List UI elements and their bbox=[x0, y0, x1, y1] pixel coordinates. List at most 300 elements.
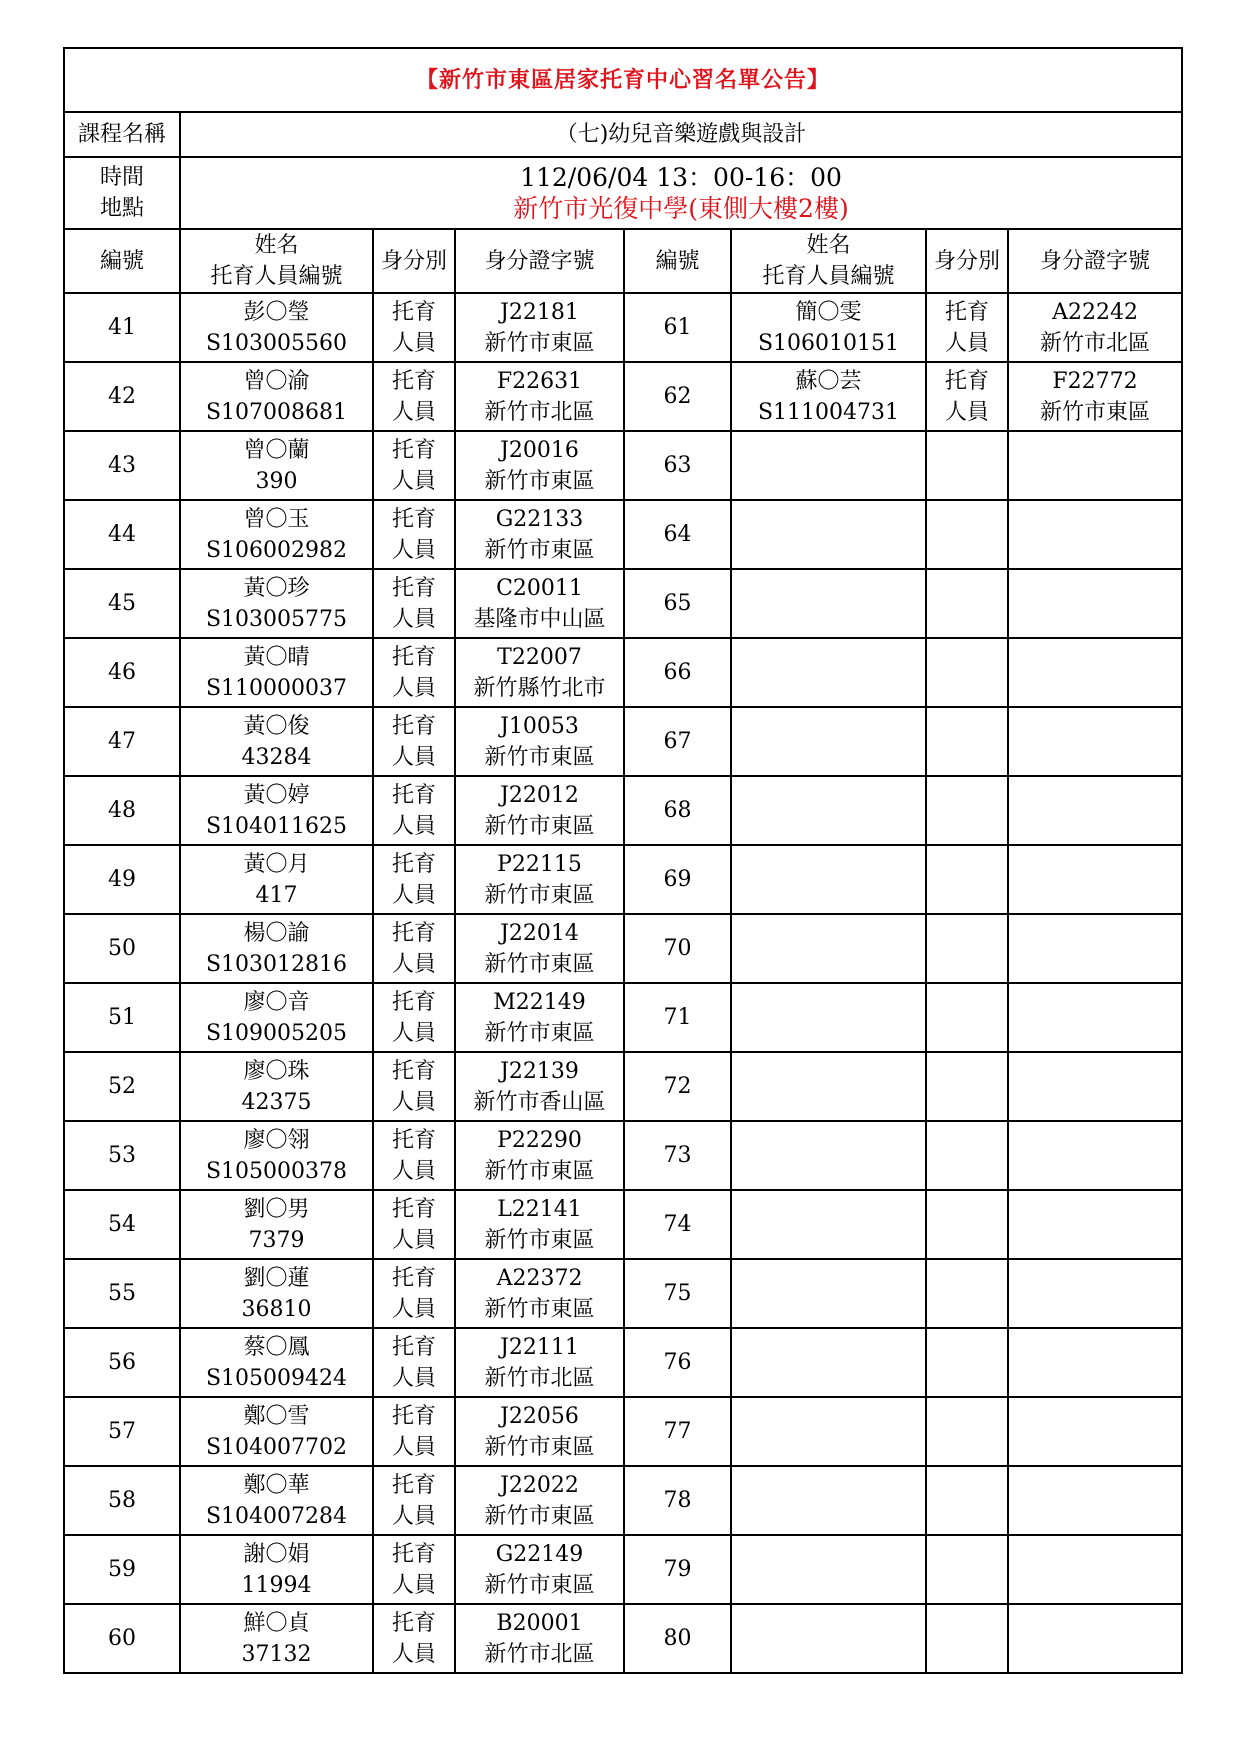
entry-name-code-left-line2: 36810 bbox=[241, 1296, 312, 1322]
entry-no-left: 52 bbox=[64, 1052, 180, 1121]
empty-name-cell-right bbox=[731, 1397, 926, 1466]
empty-id-cell-right bbox=[1008, 1604, 1182, 1673]
entry-identity-left-line2: 人員 bbox=[391, 537, 436, 563]
entry-identity-left-line1: 托育 bbox=[391, 506, 436, 532]
entry-no-left: 43 bbox=[64, 431, 180, 500]
entry-name-code-left bbox=[180, 1466, 373, 1535]
entry-name-code-left-line2: 390 bbox=[255, 468, 298, 494]
empty-id-cell-right bbox=[1008, 1397, 1182, 1466]
entry-no-left: 51 bbox=[64, 983, 180, 1052]
entry-name-code-left-line2: S105009424 bbox=[205, 1365, 348, 1391]
empty-identity-cell-right bbox=[926, 707, 1008, 776]
entry-name-code-left-line2: S110000037 bbox=[205, 675, 348, 701]
header-id-no-right: 身分證字號 bbox=[1008, 229, 1182, 293]
entry-name-code-right-line2: S111004731 bbox=[757, 399, 900, 425]
entry-identity-left bbox=[373, 1190, 455, 1259]
entry-no-right: 67 bbox=[624, 707, 731, 776]
empty-identity-cell-right bbox=[926, 1466, 1008, 1535]
entry-no-right: 65 bbox=[624, 569, 731, 638]
entry-no-right: 73 bbox=[624, 1121, 731, 1190]
entry-name-code-left-line1: 劉〇蓮 bbox=[243, 1265, 310, 1291]
entry-name-code-left-line1: 黃〇婷 bbox=[243, 782, 310, 808]
entry-id-district-left-line2: 新竹市東區 bbox=[484, 468, 595, 494]
entry-id-district-left-line2: 新竹市東區 bbox=[484, 330, 595, 356]
entry-no-left: 59 bbox=[64, 1535, 180, 1604]
entry-no-left: 53 bbox=[64, 1121, 180, 1190]
empty-id-cell-right bbox=[1008, 500, 1182, 569]
entry-id-district-left-line2: 新竹市香山區 bbox=[473, 1089, 606, 1115]
entry-identity-left-line2: 人員 bbox=[391, 1365, 436, 1391]
entry-name-code-left-line2: S104007702 bbox=[205, 1434, 348, 1460]
empty-id-cell-right bbox=[1008, 914, 1182, 983]
table-row bbox=[64, 569, 1182, 638]
entry-name-code-left-line2: S104011625 bbox=[205, 813, 348, 839]
entry-id-district-left bbox=[455, 1466, 624, 1535]
empty-identity-cell-right bbox=[926, 1397, 1008, 1466]
entry-id-district-right bbox=[1008, 362, 1182, 431]
entry-name-code-left-line2: 417 bbox=[255, 882, 298, 908]
empty-id-cell-right bbox=[1008, 983, 1182, 1052]
entry-identity-left-line1: 托育 bbox=[391, 851, 436, 877]
entry-id-district-left-line2: 新竹市東區 bbox=[484, 951, 595, 977]
entry-id-district-left-line2: 新竹市東區 bbox=[484, 1227, 595, 1253]
entry-identity-left-line2: 人員 bbox=[391, 1227, 436, 1253]
entry-name-code-left-line1: 曾〇玉 bbox=[243, 506, 310, 532]
entry-identity-left-line1: 托育 bbox=[391, 713, 436, 739]
entry-name-code-left-line2: 37132 bbox=[241, 1641, 312, 1667]
entry-no-right: 77 bbox=[624, 1397, 731, 1466]
entry-name-code-left-line1: 鄭〇雪 bbox=[243, 1403, 310, 1429]
entry-id-district-left-line1: J10053 bbox=[500, 713, 579, 739]
entry-identity-left bbox=[373, 1121, 455, 1190]
entry-no-left: 55 bbox=[64, 1259, 180, 1328]
entry-id-district-left-line1: T22007 bbox=[497, 644, 582, 670]
entry-identity-left-line1: 托育 bbox=[391, 1196, 436, 1222]
entry-name-code-left-line2: S107008681 bbox=[205, 399, 348, 425]
entry-id-district-left bbox=[455, 1328, 624, 1397]
entry-no-left: 49 bbox=[64, 845, 180, 914]
entry-name-code-left bbox=[180, 1121, 373, 1190]
entry-name-code-left bbox=[180, 1328, 373, 1397]
entry-id-district-left-line1: G22149 bbox=[495, 1541, 584, 1567]
entry-id-district-left bbox=[455, 983, 624, 1052]
entry-no-right: 64 bbox=[624, 500, 731, 569]
empty-name-cell-right bbox=[731, 1328, 926, 1397]
entry-name-code-left-line2: 43284 bbox=[241, 744, 312, 770]
empty-identity-cell-right bbox=[926, 1328, 1008, 1397]
entry-identity-left-line1: 托育 bbox=[391, 368, 436, 394]
entry-no-left: 50 bbox=[64, 914, 180, 983]
entry-id-district-left-line2: 新竹市北區 bbox=[484, 399, 595, 425]
entry-name-code-left-line1: 楊〇諭 bbox=[243, 920, 310, 946]
entry-no-right: 75 bbox=[624, 1259, 731, 1328]
entry-identity-left-line2: 人員 bbox=[391, 468, 436, 494]
entry-name-code-left-line1: 彭〇瑩 bbox=[243, 299, 310, 325]
entry-id-district-left-line2: 新竹市東區 bbox=[484, 744, 595, 770]
entry-name-code-left-line1: 廖〇音 bbox=[243, 989, 310, 1015]
entry-identity-left-line2: 人員 bbox=[391, 1572, 436, 1598]
session-time: 112/06/04 13：00-16：00 bbox=[520, 163, 842, 192]
entry-id-district-left bbox=[455, 707, 624, 776]
entry-no-left: 56 bbox=[64, 1328, 180, 1397]
table-row bbox=[64, 500, 1182, 569]
entry-no-right: 79 bbox=[624, 1535, 731, 1604]
empty-identity-cell-right bbox=[926, 431, 1008, 500]
entry-name-code-left bbox=[180, 569, 373, 638]
entry-no-right: 71 bbox=[624, 983, 731, 1052]
entry-name-code-left-line1: 劉〇男 bbox=[243, 1196, 310, 1222]
entry-id-district-left bbox=[455, 362, 624, 431]
entry-name-code-left-line2: S104007284 bbox=[205, 1503, 348, 1529]
entry-identity-right-line2: 人員 bbox=[944, 330, 989, 356]
entry-name-code-left bbox=[180, 1052, 373, 1121]
entry-identity-left-line1: 托育 bbox=[391, 1334, 436, 1360]
entry-name-code-left bbox=[180, 983, 373, 1052]
entry-name-code-left-line1: 黃〇月 bbox=[243, 851, 310, 877]
table-row bbox=[64, 1604, 1182, 1673]
table-row bbox=[64, 362, 1182, 431]
table-row bbox=[64, 914, 1182, 983]
entry-id-district-left-line1: J22056 bbox=[500, 1403, 579, 1429]
entry-identity-left-line2: 人員 bbox=[391, 1158, 436, 1184]
entry-identity-left-line1: 托育 bbox=[391, 920, 436, 946]
entry-identity-left-line1: 托育 bbox=[391, 1265, 436, 1291]
table-row bbox=[64, 707, 1182, 776]
header-name-line2-right: 托育人員編號 bbox=[762, 264, 895, 289]
entry-no-right: 68 bbox=[624, 776, 731, 845]
entry-id-district-left bbox=[455, 776, 624, 845]
entry-id-district-left bbox=[455, 638, 624, 707]
table-row bbox=[64, 293, 1182, 362]
entry-identity-right-line2: 人員 bbox=[944, 399, 989, 425]
time-place-labels bbox=[64, 157, 180, 229]
empty-identity-cell-right bbox=[926, 914, 1008, 983]
empty-id-cell-right bbox=[1008, 845, 1182, 914]
table-row bbox=[64, 983, 1182, 1052]
entry-name-code-left-line1: 蔡〇鳳 bbox=[243, 1334, 310, 1360]
entry-identity-left-line2: 人員 bbox=[391, 951, 436, 977]
entry-no-right: 61 bbox=[624, 293, 731, 362]
entry-no-right: 80 bbox=[624, 1604, 731, 1673]
header-identity-right: 身分別 bbox=[926, 229, 1008, 293]
entry-no-right: 70 bbox=[624, 914, 731, 983]
entry-name-code-left-line2: S109005205 bbox=[205, 1020, 348, 1046]
header-identity: 身分別 bbox=[373, 229, 455, 293]
entry-identity-left bbox=[373, 293, 455, 362]
entry-name-code-left bbox=[180, 293, 373, 362]
course-name: （七)幼兒音樂遊戲與設計 bbox=[180, 112, 1182, 157]
roster-table bbox=[63, 47, 1183, 1674]
place-label: 地點 bbox=[99, 196, 144, 221]
entry-id-district-left-line1: A22372 bbox=[496, 1265, 583, 1291]
entry-identity-left bbox=[373, 1397, 455, 1466]
entry-id-district-left-line1: M22149 bbox=[493, 989, 586, 1015]
entry-identity-left bbox=[373, 1328, 455, 1397]
empty-id-cell-right bbox=[1008, 1535, 1182, 1604]
empty-name-cell-right bbox=[731, 1121, 926, 1190]
entry-name-code-left bbox=[180, 845, 373, 914]
entry-no-right: 76 bbox=[624, 1328, 731, 1397]
entry-name-code-left-line1: 黃〇珍 bbox=[243, 575, 310, 601]
header-no-right: 編號 bbox=[624, 229, 731, 293]
table-row bbox=[64, 1259, 1182, 1328]
entry-identity-left bbox=[373, 1604, 455, 1673]
entry-name-code-left-line2: 7379 bbox=[248, 1227, 305, 1253]
header-id-no: 身分證字號 bbox=[455, 229, 624, 293]
entry-identity-right-line1: 托育 bbox=[944, 299, 989, 325]
entry-no-left: 57 bbox=[64, 1397, 180, 1466]
table-row bbox=[64, 431, 1182, 500]
entry-name-code-left bbox=[180, 1535, 373, 1604]
empty-identity-cell-right bbox=[926, 638, 1008, 707]
entry-identity-left-line2: 人員 bbox=[391, 675, 436, 701]
entry-no-left: 54 bbox=[64, 1190, 180, 1259]
entry-identity-left bbox=[373, 569, 455, 638]
empty-identity-cell-right bbox=[926, 1190, 1008, 1259]
entry-id-district-left-line1: J22111 bbox=[500, 1334, 579, 1360]
entry-no-left: 47 bbox=[64, 707, 180, 776]
entry-name-code-left bbox=[180, 1190, 373, 1259]
entry-no-right: 72 bbox=[624, 1052, 731, 1121]
empty-identity-cell-right bbox=[926, 500, 1008, 569]
entry-id-district-left bbox=[455, 1052, 624, 1121]
table-row bbox=[64, 638, 1182, 707]
entry-name-code-right-line1: 簡〇雯 bbox=[795, 299, 862, 325]
entry-identity-right-line1: 托育 bbox=[944, 368, 989, 394]
entry-name-code-left-line1: 廖〇珠 bbox=[243, 1058, 310, 1084]
entry-no-right: 66 bbox=[624, 638, 731, 707]
empty-id-cell-right bbox=[1008, 1259, 1182, 1328]
entry-identity-left-line1: 托育 bbox=[391, 644, 436, 670]
entry-identity-left bbox=[373, 1535, 455, 1604]
entry-id-district-left bbox=[455, 1259, 624, 1328]
entry-identity-left bbox=[373, 707, 455, 776]
time-place-values bbox=[180, 157, 1182, 229]
empty-identity-cell-right bbox=[926, 776, 1008, 845]
entry-no-left: 48 bbox=[64, 776, 180, 845]
entry-id-district-left bbox=[455, 1604, 624, 1673]
entry-no-right: 78 bbox=[624, 1466, 731, 1535]
entry-identity-left-line2: 人員 bbox=[391, 1641, 436, 1667]
empty-id-cell-right bbox=[1008, 776, 1182, 845]
entry-name-code-left-line2: S105000378 bbox=[205, 1158, 348, 1184]
entry-name-code-right bbox=[731, 293, 926, 362]
empty-name-cell-right bbox=[731, 638, 926, 707]
empty-name-cell-right bbox=[731, 776, 926, 845]
header-no: 編號 bbox=[64, 229, 180, 293]
entry-no-right: 69 bbox=[624, 845, 731, 914]
entry-identity-left bbox=[373, 1259, 455, 1328]
table-row bbox=[64, 1328, 1182, 1397]
entry-identity-left bbox=[373, 914, 455, 983]
entry-name-code-left bbox=[180, 914, 373, 983]
empty-name-cell-right bbox=[731, 1535, 926, 1604]
entry-identity-left bbox=[373, 1466, 455, 1535]
entry-id-district-left-line2: 新竹市東區 bbox=[484, 882, 595, 908]
empty-identity-cell-right bbox=[926, 1604, 1008, 1673]
entry-id-district-left bbox=[455, 569, 624, 638]
empty-name-cell-right bbox=[731, 983, 926, 1052]
empty-name-cell-right bbox=[731, 914, 926, 983]
entry-id-district-left-line1: G22133 bbox=[495, 506, 584, 532]
entry-no-left: 46 bbox=[64, 638, 180, 707]
entry-id-district-left-line1: J22012 bbox=[500, 782, 579, 808]
table-row bbox=[64, 1397, 1182, 1466]
entry-id-district-left bbox=[455, 1121, 624, 1190]
header-name-right bbox=[731, 229, 926, 293]
table-row bbox=[64, 776, 1182, 845]
entry-identity-left bbox=[373, 845, 455, 914]
header-name bbox=[180, 229, 373, 293]
table-row bbox=[64, 1052, 1182, 1121]
entry-identity-left-line2: 人員 bbox=[391, 813, 436, 839]
entry-name-code-left bbox=[180, 1397, 373, 1466]
entry-identity-left-line2: 人員 bbox=[391, 606, 436, 632]
entry-name-code-left-line1: 謝〇娟 bbox=[243, 1541, 310, 1567]
empty-id-cell-right bbox=[1008, 1121, 1182, 1190]
entry-identity-left-line2: 人員 bbox=[391, 744, 436, 770]
empty-id-cell-right bbox=[1008, 431, 1182, 500]
entry-identity-left bbox=[373, 1052, 455, 1121]
entry-name-code-right-line2: S106010151 bbox=[757, 330, 900, 356]
entry-id-district-left-line1: J22022 bbox=[500, 1472, 579, 1498]
column-header-row bbox=[64, 229, 1182, 293]
time-label: 時間 bbox=[99, 165, 144, 190]
entry-id-district-left-line2: 新竹市東區 bbox=[484, 1158, 595, 1184]
empty-id-cell-right bbox=[1008, 1328, 1182, 1397]
entry-id-district-left bbox=[455, 500, 624, 569]
entry-name-code-right-line1: 蘇〇芸 bbox=[795, 368, 862, 394]
entry-id-district-left-line1: P22290 bbox=[497, 1127, 582, 1153]
entry-id-district-left bbox=[455, 845, 624, 914]
empty-name-cell-right bbox=[731, 500, 926, 569]
entry-id-district-left bbox=[455, 293, 624, 362]
entry-name-code-left-line1: 鮮〇貞 bbox=[243, 1610, 310, 1636]
entry-identity-left-line2: 人員 bbox=[391, 1020, 436, 1046]
entry-name-code-left-line1: 曾〇蘭 bbox=[243, 437, 310, 463]
entry-identity-left-line2: 人員 bbox=[391, 330, 436, 356]
page-title: 【新竹市東區居家托育中心習名單公告】 bbox=[64, 48, 1182, 112]
entry-identity-left-line1: 托育 bbox=[391, 1472, 436, 1498]
session-place: 新竹市光復中學(東側大樓2樓) bbox=[513, 194, 849, 223]
entry-name-code-left-line2: S103005775 bbox=[205, 606, 348, 632]
entry-id-district-left bbox=[455, 1535, 624, 1604]
entry-id-district-left-line1: J22014 bbox=[500, 920, 579, 946]
entry-id-district-left bbox=[455, 914, 624, 983]
entry-id-district-left-line1: J22139 bbox=[500, 1058, 579, 1084]
empty-name-cell-right bbox=[731, 1259, 926, 1328]
entry-id-district-left-line2: 新竹市東區 bbox=[484, 813, 595, 839]
entry-name-code-left-line2: S106002982 bbox=[205, 537, 348, 563]
entry-no-left: 45 bbox=[64, 569, 180, 638]
empty-id-cell-right bbox=[1008, 1466, 1182, 1535]
entry-name-code-left bbox=[180, 431, 373, 500]
entry-identity-left bbox=[373, 983, 455, 1052]
entry-name-code-left bbox=[180, 776, 373, 845]
entry-no-right: 74 bbox=[624, 1190, 731, 1259]
empty-id-cell-right bbox=[1008, 638, 1182, 707]
table-row bbox=[64, 845, 1182, 914]
entry-name-code-left-line1: 廖〇翎 bbox=[243, 1127, 310, 1153]
entry-no-left: 41 bbox=[64, 293, 180, 362]
entry-no-right: 63 bbox=[624, 431, 731, 500]
entry-id-district-left-line2: 新竹市東區 bbox=[484, 1296, 595, 1322]
entry-name-code-left bbox=[180, 500, 373, 569]
entry-identity-left-line2: 人員 bbox=[391, 1434, 436, 1460]
empty-id-cell-right bbox=[1008, 569, 1182, 638]
entry-id-district-right-line1: F22772 bbox=[1052, 368, 1138, 394]
entry-id-district-left bbox=[455, 431, 624, 500]
table-row bbox=[64, 1535, 1182, 1604]
entry-id-district-right bbox=[1008, 293, 1182, 362]
entry-identity-left-line2: 人員 bbox=[391, 1089, 436, 1115]
empty-name-cell-right bbox=[731, 1190, 926, 1259]
entry-id-district-left-line2: 新竹市東區 bbox=[484, 1572, 595, 1598]
empty-name-cell-right bbox=[731, 1052, 926, 1121]
entry-name-code-left bbox=[180, 1604, 373, 1673]
entry-id-district-left bbox=[455, 1190, 624, 1259]
entry-id-district-left-line2: 基隆市中山區 bbox=[473, 606, 606, 632]
entry-name-code-left bbox=[180, 362, 373, 431]
entry-identity-left bbox=[373, 362, 455, 431]
entry-id-district-left-line1: C20011 bbox=[496, 575, 583, 601]
entry-no-left: 44 bbox=[64, 500, 180, 569]
entry-name-code-left-line1: 黃〇晴 bbox=[243, 644, 310, 670]
entry-id-district-right-line2: 新竹市東區 bbox=[1040, 399, 1151, 425]
entry-identity-left-line1: 托育 bbox=[391, 1127, 436, 1153]
table-row bbox=[64, 1190, 1182, 1259]
empty-name-cell-right bbox=[731, 431, 926, 500]
entry-id-district-left-line2: 新竹市北區 bbox=[484, 1641, 595, 1667]
entry-identity-left bbox=[373, 431, 455, 500]
entry-identity-left bbox=[373, 638, 455, 707]
empty-id-cell-right bbox=[1008, 707, 1182, 776]
header-name-line2: 托育人員編號 bbox=[210, 264, 343, 289]
empty-identity-cell-right bbox=[926, 1121, 1008, 1190]
empty-name-cell-right bbox=[731, 569, 926, 638]
empty-identity-cell-right bbox=[926, 1052, 1008, 1121]
entry-identity-left-line2: 人員 bbox=[391, 1296, 436, 1322]
entry-id-district-left-line1: F22631 bbox=[496, 368, 583, 394]
empty-identity-cell-right bbox=[926, 1259, 1008, 1328]
entry-id-district-left-line1: L22141 bbox=[497, 1196, 582, 1222]
entry-identity-left-line1: 托育 bbox=[391, 1610, 436, 1636]
entry-id-district-right-line1: A22242 bbox=[1052, 299, 1138, 325]
entry-identity-left-line1: 托育 bbox=[391, 575, 436, 601]
entry-id-district-left-line1: B20001 bbox=[496, 1610, 583, 1636]
entry-identity-left-line2: 人員 bbox=[391, 1503, 436, 1529]
entry-name-code-left-line1: 鄭〇華 bbox=[243, 1472, 310, 1498]
entry-id-district-left-line2: 新竹市東區 bbox=[484, 537, 595, 563]
entry-id-district-left-line2: 新竹市東區 bbox=[484, 1020, 595, 1046]
entry-identity-left-line1: 托育 bbox=[391, 437, 436, 463]
entry-identity-left-line1: 托育 bbox=[391, 299, 436, 325]
entry-name-code-left-line2: S103005560 bbox=[205, 330, 348, 356]
header-name-line1: 姓名 bbox=[254, 233, 299, 258]
entry-identity-left bbox=[373, 500, 455, 569]
entry-no-left: 58 bbox=[64, 1466, 180, 1535]
entry-name-code-left-line2: 42375 bbox=[241, 1089, 312, 1115]
course-label: 課程名稱 bbox=[64, 112, 180, 157]
empty-name-cell-right bbox=[731, 1466, 926, 1535]
entry-name-code-left-line1: 黃〇俊 bbox=[243, 713, 310, 739]
entry-id-district-left-line2: 新竹市東區 bbox=[484, 1434, 595, 1460]
table-row bbox=[64, 1466, 1182, 1535]
empty-identity-cell-right bbox=[926, 845, 1008, 914]
entry-identity-left bbox=[373, 776, 455, 845]
entry-identity-right bbox=[926, 293, 1008, 362]
entry-identity-left-line1: 托育 bbox=[391, 1403, 436, 1429]
